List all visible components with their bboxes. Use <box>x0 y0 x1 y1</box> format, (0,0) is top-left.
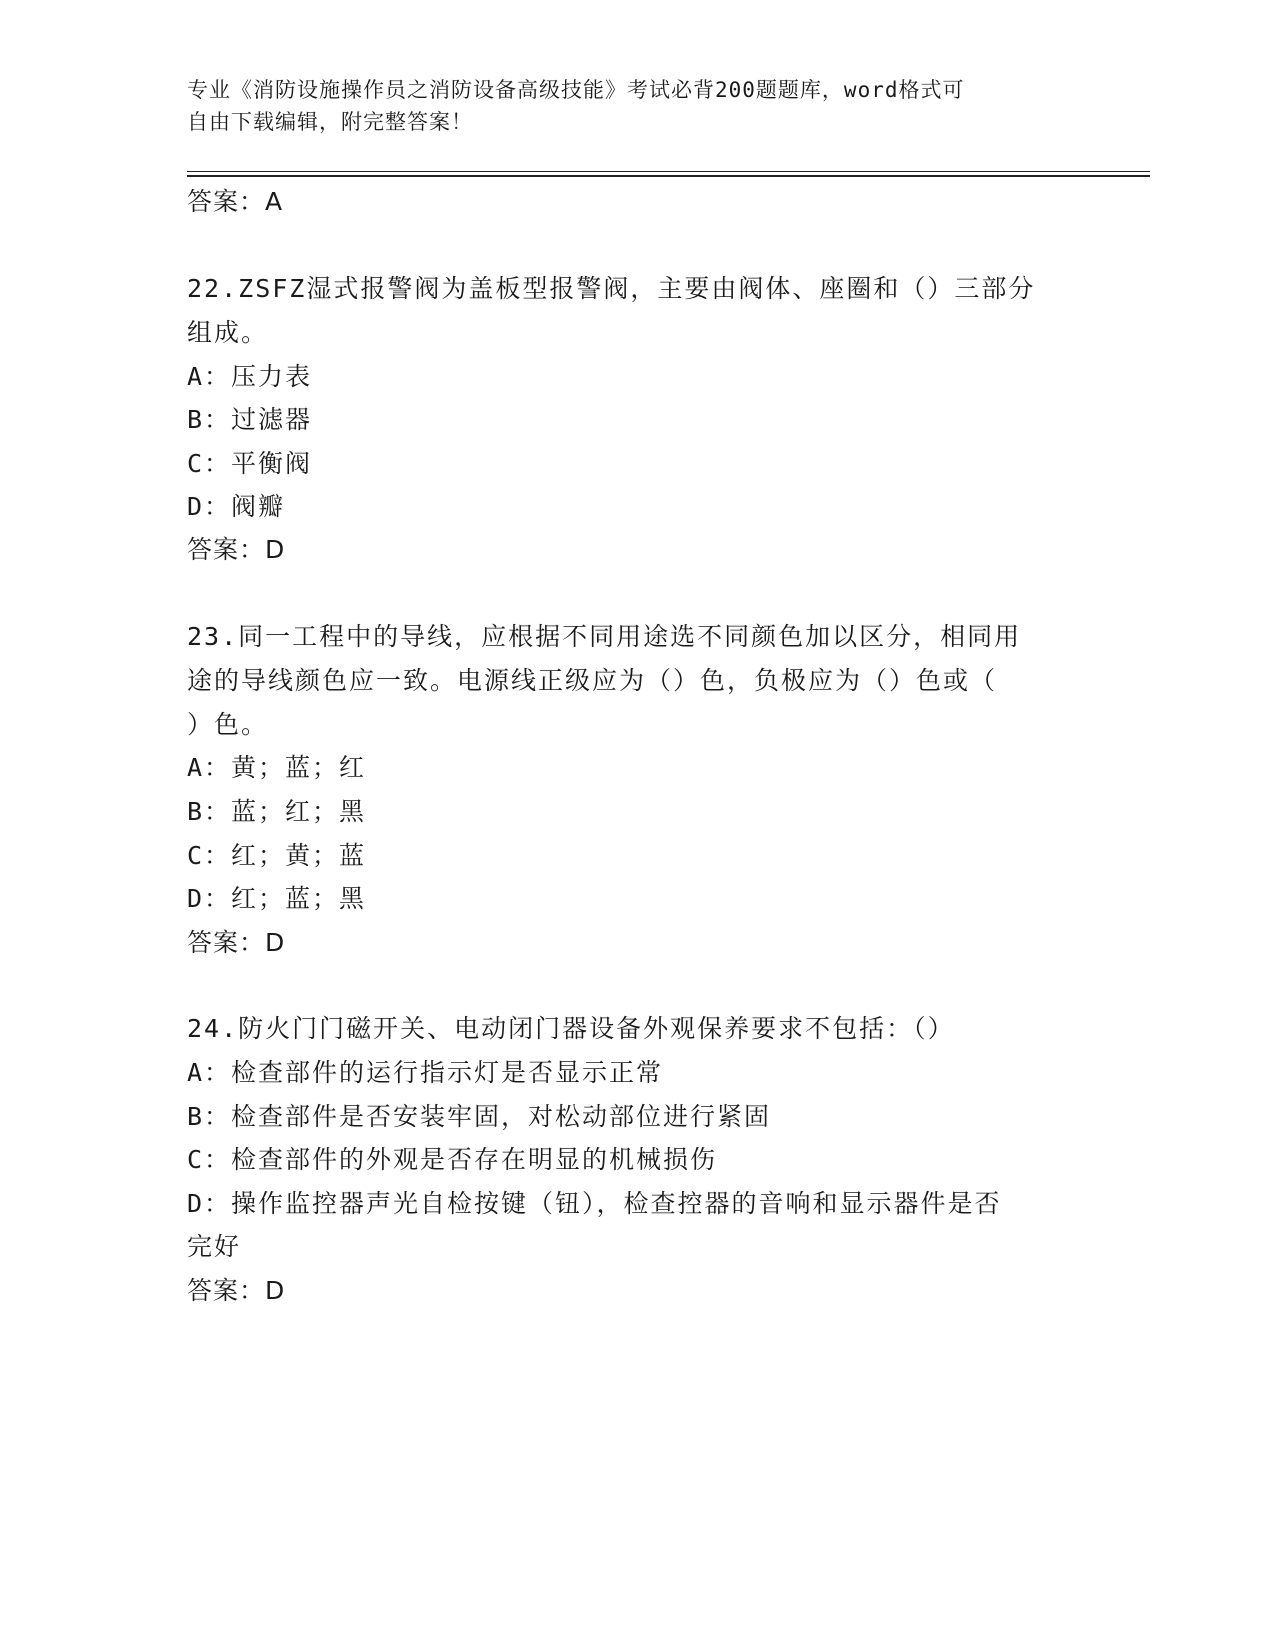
question-22-stem-line-1: 22.ZSFZ湿式报警阀为盖板型报警阀，主要由阀体、座圈和（）三部分 <box>187 274 1036 303</box>
question-23-stem-line-1: 23.同一工程中的导线，应根据不同用途选不同颜色加以区分，相同用 <box>187 622 1022 651</box>
question-23-option-c: C：红；黄；蓝 <box>187 841 367 870</box>
question-23-option-b: B：蓝；红；黑 <box>187 797 367 826</box>
question-24-option-a: A：检查部件的运行指示灯是否显示正常 <box>187 1058 664 1087</box>
document-header <box>187 74 1087 138</box>
question-22-answer: 答案：D <box>187 535 286 564</box>
question-24-answer: 答案：D <box>187 1276 286 1305</box>
question-24-option-c: C：检查部件的外观是否存在明显的机械损伤 <box>187 1145 718 1174</box>
question-24-option-b: B：检查部件是否安装牢固，对松动部位进行紧固 <box>187 1102 772 1131</box>
header-line-2: 自由下载编辑，附完整答案！ <box>187 110 473 134</box>
header-line-1: 专业《消防设施操作员之消防设备高级技能》考试必背200题题库，word格式可 <box>187 78 965 102</box>
question-24-stem-line-1: 24.防火门门磁开关、电动闭门器设备外观保养要求不包括：（） <box>187 1014 955 1043</box>
question-22-option-d: D：阀瓣 <box>187 492 286 521</box>
header-rule-top <box>187 171 1150 172</box>
question-23-option-d: D：红；蓝；黑 <box>187 884 367 913</box>
question-23-stem-line-3: ）色。 <box>187 710 269 739</box>
question-23-stem-line-2: 途的导线颜色应一致。电源线正级应为（）色，负极应为（）色或（ <box>187 666 998 695</box>
question-22-option-c: C：平衡阀 <box>187 449 313 478</box>
header-rule-bottom <box>187 175 1150 177</box>
question-22-stem-line-2: 组成。 <box>187 318 269 347</box>
question-23-option-a: A：黄；蓝；红 <box>187 753 367 782</box>
question-22-option-b: B：过滤器 <box>187 405 313 434</box>
question-24-option-d: D：操作监控器声光自检按键（钮），检查控器的音响和显示器件是否 <box>187 1189 1002 1218</box>
question-22-option-a: A：压力表 <box>187 362 313 391</box>
answer-q21: 答案：A <box>187 187 284 216</box>
question-24-option-d-continuation: 完好 <box>187 1232 242 1261</box>
question-23-answer: 答案：D <box>187 928 286 957</box>
